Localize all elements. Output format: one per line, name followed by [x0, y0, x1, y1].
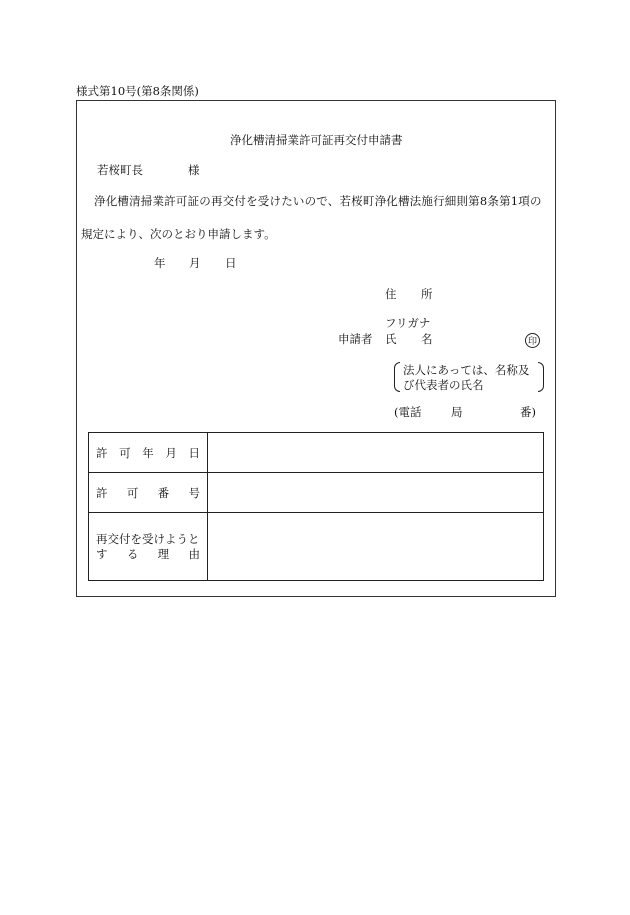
label-char: 由 — [188, 546, 200, 561]
permit-date-label — [89, 433, 208, 473]
furigana-label: フリガナ — [385, 316, 431, 330]
body-text-line-1: 浄化槽清掃業許可証の再交付を受けたいので、若桜町浄化槽法施行細則第8条第1項の — [94, 194, 542, 208]
label-char: 年 — [142, 445, 154, 460]
reason-label-line-1: 再交付を受けようと — [96, 531, 200, 546]
label-char: 許 — [96, 445, 108, 460]
label-char: 番 — [157, 485, 170, 500]
phone-number-label: 番) — [520, 405, 536, 419]
label-char: 可 — [119, 445, 131, 460]
date-day-label: 日 — [225, 256, 237, 270]
reason-label-line-2 — [96, 547, 200, 562]
label-char: 号 — [188, 485, 200, 500]
permit-date-value[interactable] — [208, 433, 544, 473]
corporate-note-text — [403, 363, 529, 393]
body-text-line-2: 規定により、次のとおり申請します。 — [81, 227, 276, 241]
label-char: 月 — [165, 445, 177, 460]
address-label-char-2: 所 — [421, 287, 433, 301]
bracket-right-icon — [538, 362, 544, 392]
corporate-note-line-1: 法人にあっては、名称及 — [403, 363, 530, 377]
corporate-note-line-2: び代表者の氏名 — [403, 378, 484, 392]
seal-mark-icon — [525, 333, 540, 348]
label-char: 理 — [157, 546, 170, 561]
phone-exchange-label: 局 — [451, 405, 463, 419]
permit-number-label — [89, 473, 208, 513]
reason-value[interactable] — [208, 513, 544, 581]
date-month-label: 月 — [189, 256, 201, 270]
address-label-char-1: 住 — [385, 287, 397, 301]
name-label-char-1: 氏 — [385, 332, 397, 346]
label-char: る — [126, 546, 139, 561]
corporate-note — [394, 362, 544, 394]
phone-open-label: (電話 — [394, 405, 422, 419]
label-char: 許 — [96, 485, 108, 500]
name-label-char-2: 名 — [421, 332, 433, 346]
permit-number-value[interactable] — [208, 473, 544, 513]
applicant-label: 申請者 — [338, 332, 373, 346]
label-char: 可 — [126, 485, 139, 500]
table-row-reason — [89, 513, 544, 581]
seal-char: 印 — [527, 337, 537, 347]
label-char: す — [96, 546, 108, 561]
table-row-permit-number — [89, 473, 544, 513]
reason-label — [89, 513, 208, 581]
date-year-label: 年 — [154, 256, 166, 270]
permit-info-table — [88, 432, 544, 581]
form-title: 浄化槽清掃業許可証再交付申請書 — [230, 133, 403, 147]
addressee: 若桜町長 — [97, 163, 143, 177]
honorific: 様 — [188, 163, 200, 177]
form-number: 様式第10号(第8条関係) — [76, 84, 199, 98]
bracket-left-icon — [394, 362, 400, 392]
label-char: 日 — [188, 445, 200, 460]
table-row-permit-date — [89, 433, 544, 473]
